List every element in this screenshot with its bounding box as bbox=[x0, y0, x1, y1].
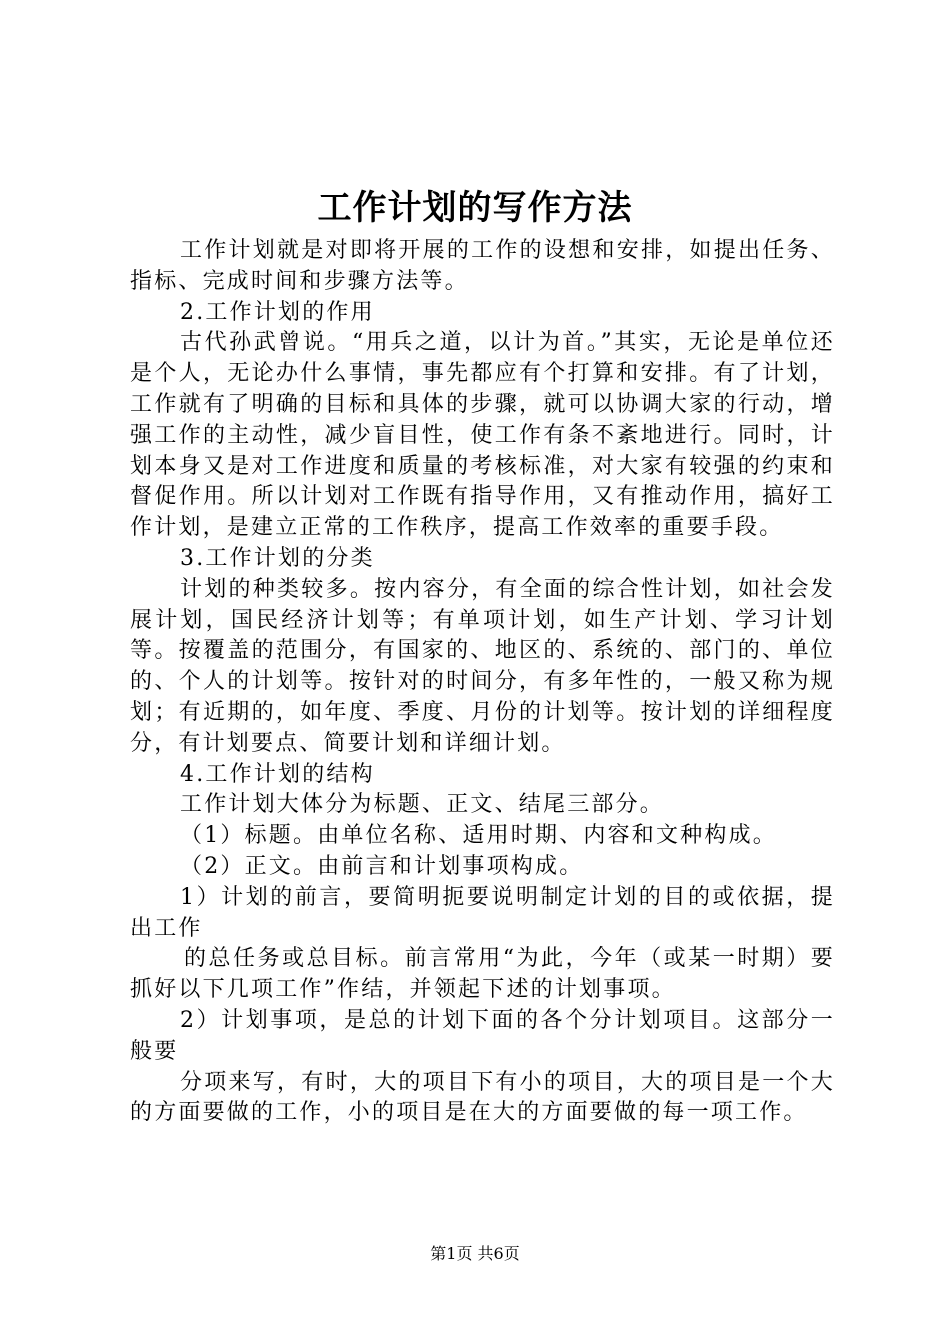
section-heading-role: 2.工作计划的作用 bbox=[180, 299, 375, 325]
paragraph-plan-items-continued: 分项来写，有时，大的项目下有小的项目，大的项目是一个大的方面要做的工作，小的项目是在大的方面要做的每一项工作。 bbox=[130, 1069, 835, 1126]
paragraph-preface-continued: 的总任务或总目标。前言常用“为此，今年（或某一时期）要抓好以下几项工作”作结，并领起下述的计划事项。 bbox=[130, 946, 835, 1003]
paragraph-role: 古代孙武曾说。“用兵之道，以计为首。”其实，无论是单位还是个人，无论办什么事情，事先都应有个打算和安排。有了计划，工作就有了明确的目标和具体的步骤，就可以协调大家的行动，增强工作的主动性，减少盲目性，使工作有条不紊地进行。同时，计划本身又是对工作进度和质量的考核标准，对大家有较强的约束和督促作用。所以计划对工作既有指导作用，又有推动作用，搞好工作计划，是建立正常的工作秩序，提高工作效率的重要手段。 bbox=[130, 330, 835, 541]
paragraph-structure-body: （2）正文。由前言和计划事项构成。 bbox=[180, 853, 584, 879]
paragraph-structure-overview: 工作计划大体分为标题、正文、结尾三部分。 bbox=[180, 792, 665, 818]
document-body bbox=[130, 236, 835, 1129]
page-footer: 第1页 共6页 bbox=[430, 1244, 520, 1263]
paragraph-structure-title: （1）标题。由单位名称、适用时期、内容和文种构成。 bbox=[180, 823, 777, 849]
section-heading-structure: 4.工作计划的结构 bbox=[180, 761, 375, 787]
section-heading-types: 3.工作计划的分类 bbox=[180, 545, 375, 571]
paragraph-plan-items: 2）计划事项，是总的计划下面的各个分计划项目。这部分一般要 bbox=[130, 1007, 835, 1064]
paragraph-types: 计划的种类较多。按内容分，有全面的综合性计划，如社会发展计划，国民经济计划等；有单项计划，如生产计划、学习计划等。按覆盖的范围分，有国家的、地区的、系统的、部门的、单位的、个人的计划等。按针对的时间分，有多年性的，一般又称为规划；有近期的，如年度、季度、月份的计划等。按计划的详细程度分，有计划要点、简要计划和详细计划。 bbox=[130, 576, 835, 756]
document-title: 工作计划的写作方法 bbox=[317, 188, 633, 228]
paragraph-intro: 工作计划就是对即将开展的工作的设想和安排，如提出任务、指标、完成时间和步骤方法等。 bbox=[130, 238, 835, 294]
paragraph-preface: 1）计划的前言，要简明扼要说明制定计划的目的或依据，提出工作 bbox=[130, 884, 835, 941]
